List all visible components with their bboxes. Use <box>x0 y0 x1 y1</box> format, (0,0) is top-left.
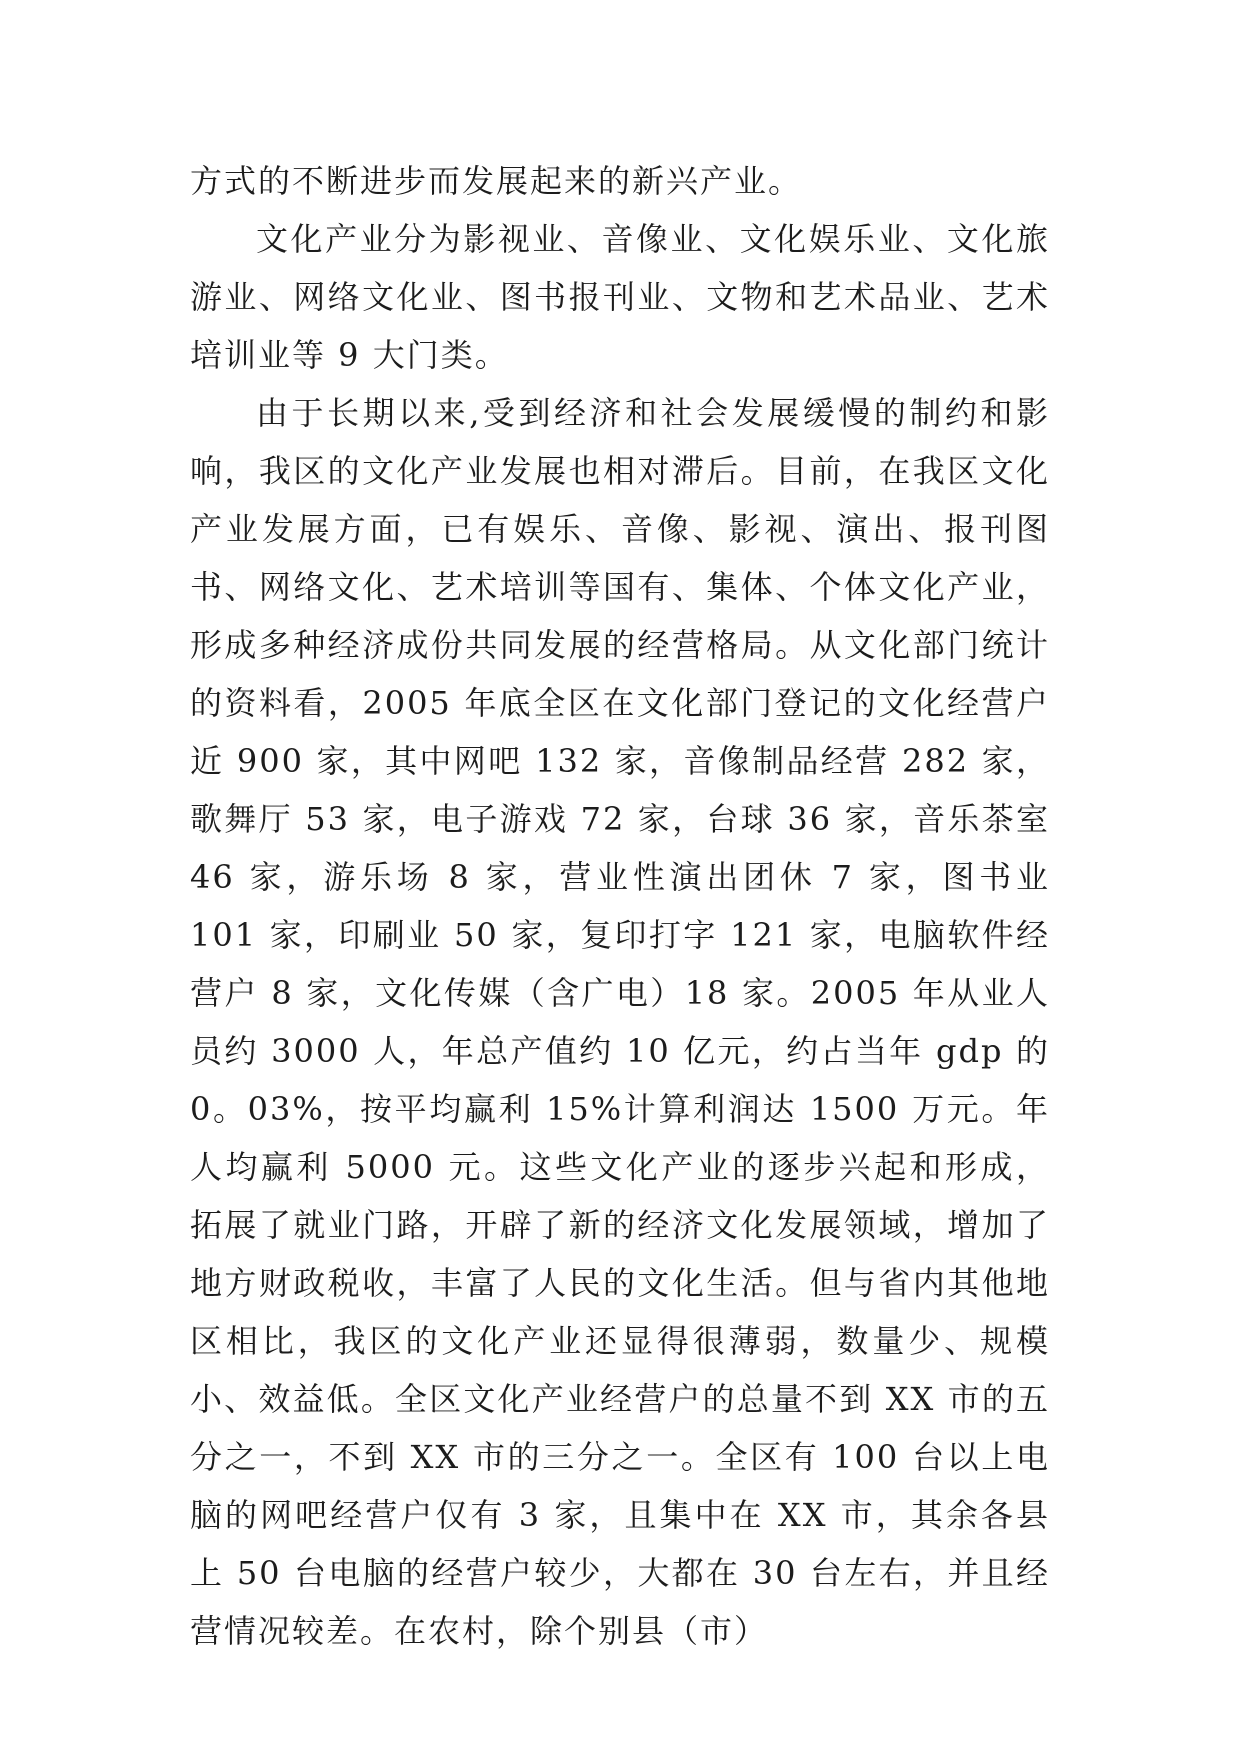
paragraph-2: 文化产业分为影视业、音像业、文化娱乐业、文化旅游业、网络文化业、图书报刊业、文物和艺术品业、艺术培训业等 9 大门类。 <box>190 220 1050 374</box>
paragraph-1: 方式的不断进步而发展起来的新兴产业。 <box>190 162 803 200</box>
paragraph-3: 由于长期以来,受到经济和社会发展缓慢的制约和影响，我区的文化产业发展也相对滞后。目前，在我区文化产业发展方面，已有娱乐、音像、影视、演出、报刊图书、网络文化、艺术培训等国有、集体、个体文化产业，形成多种经济成份共同发展的经营格局。从文化部门统计的资料看，2005 年底全区在文化部门登记的文化经营户近 900 家，其中网吧 132 家，音像制品经营 282 家，歌舞厅 53 家，电子游戏 72 家，台球 36 家，音乐茶室 46 家，游乐场 8 家，营业性演出团休 7 家，图书业 101 家，印刷业 50 家，复印打字 121 家，电脑软件经营户 8 家，文化传媒（含广电）18 家。2005 年从业人员约 3000 人，年总产值约 10 亿元，约占当年 gdp 的 0。03%，按平均赢利 15%计算利润达 1500 万元。年人均赢利 5000 元。这些文化产业的逐步兴起和形成，拓展了就业门路，开辟了新的经济文化发展领域，增加了地方财政税收，丰富了人民的文化生活。但与省内其他地区相比，我区的文化产业还显得很薄弱，数量少、规模小、效益低。全区文化产业经营户的总量不到 XX 市的五分之一，不到 XX 市的三分之一。全区有 100 台以上电脑的网吧经营户仅有 3 家，且集中在 XX 市，其余各县上 50 台电脑的经营户较少，大都在 30 台左右，并且经营情况较差。在农村，除个别县（市） <box>190 394 1050 1650</box>
body-text <box>190 152 1050 1660</box>
